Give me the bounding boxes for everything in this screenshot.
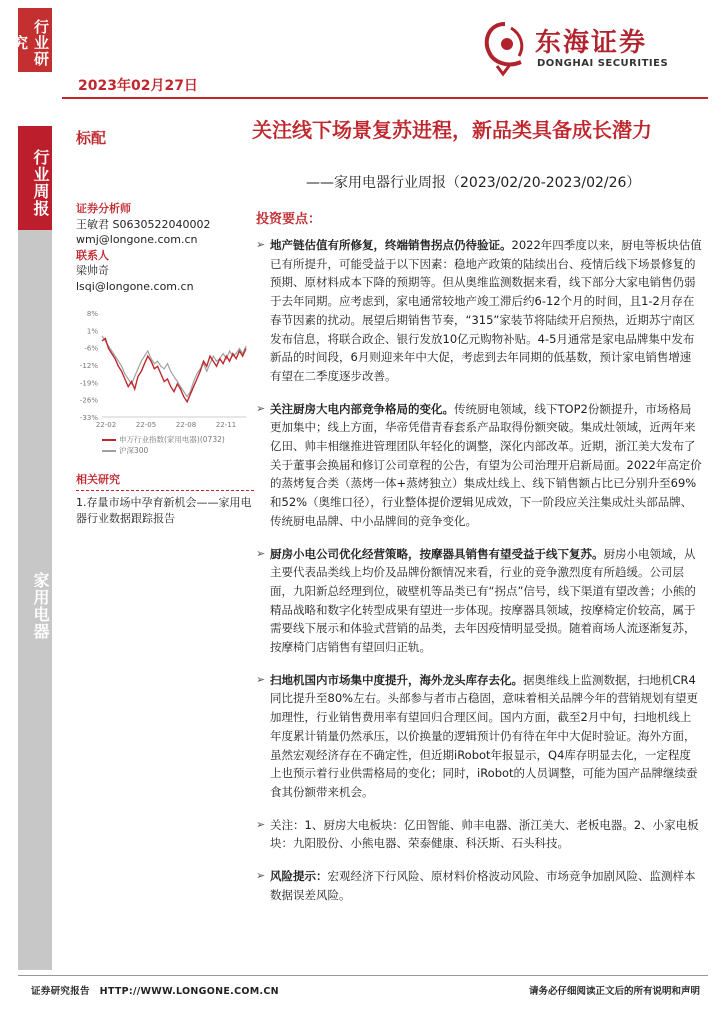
x-tick-label: 22-05 xyxy=(135,421,157,429)
bullet-arrow-icon: ➢ xyxy=(256,869,266,883)
bullet-arrow-icon: ➢ xyxy=(256,546,266,560)
y-tick-label: -12% xyxy=(79,362,98,370)
bullet-lead: 厨房小电公司优化经营策略，按摩器具销售有望受益于线下复苏。 xyxy=(270,546,604,561)
footer-divider xyxy=(18,975,708,976)
logo-mark-icon xyxy=(477,18,533,78)
bullet-lead: 风险提示： xyxy=(270,869,328,884)
report-date: 2023年02月27日 xyxy=(78,78,198,94)
sidebar-tab-home-appliance: 家用电器 xyxy=(18,230,52,970)
legend-item-hs300 xyxy=(102,445,225,456)
y-tick-label: -33% xyxy=(79,414,98,422)
analyst-email[interactable]: wmj@longone.com.cn xyxy=(76,233,198,246)
related-divider xyxy=(76,490,254,491)
bullet-text: 2022年四季度以来，厨电等板块估值已有所提升，可能受益于以下因素：稳地产政策的陆续出台、疫情后线下场景修复的预期、原材料成本下降的预期等。但从奥维监测数据来看，线下部分大家电销售仍弱于去年同期。应考虑到，家电通常较地产竣工滞后约6-12个月的时间，且1-2月存在春节因素的扰动。展望后期销售节奏，“315”家装节将陆续开启预热，近期苏宁南区发布信息，将联合政企、银行发放10亿元购物补贴。4-5月通常是家电品牌集中发布新品的时间段，6月则迎来年中大促，考虑到去年同期的低基数，预计家电销售增速有望在二季度逐步改善。 xyxy=(270,238,702,383)
contact-name: 梁帅奇 xyxy=(76,264,109,277)
analyst-name: 王敏君 S0630522040002 xyxy=(76,217,211,231)
bullet-item xyxy=(256,671,702,802)
sidebar-tab-industry-weekly: 行业周报 xyxy=(18,126,52,230)
bullet-lead: 地产链估值有所修复，终端销售拐点仍待验证。 xyxy=(270,238,512,252)
logo-english-name: DONGHAI SECURITIES xyxy=(537,58,669,69)
series-line-hs300 xyxy=(102,336,246,397)
bullet-arrow-icon: ➢ xyxy=(256,672,266,686)
bullet-item xyxy=(256,236,702,386)
investment-points-title: 投资要点： xyxy=(256,212,322,227)
footer-website[interactable]: 证券研究报告 HTTP://WWW.LONGONE.COM.CN xyxy=(31,986,279,997)
legend-swatch-sw xyxy=(102,439,116,441)
legend-swatch-hs300 xyxy=(102,450,116,452)
index-performance-chart xyxy=(76,305,254,455)
bullet-arrow-icon: ➢ xyxy=(256,817,266,831)
company-logo xyxy=(477,18,707,80)
x-tick-label: 22-08 xyxy=(175,421,197,429)
legend-label-hs300: 沪深300 xyxy=(119,446,149,455)
investment-points-list xyxy=(256,236,702,919)
contact-label: 联系人 xyxy=(76,248,109,262)
bullet-item xyxy=(256,400,702,531)
logo-chinese-name: 东海证券 xyxy=(535,28,648,58)
legend-label-sw: 申万行业指数(家用电器)(0732) xyxy=(119,435,225,444)
legend-item-sw xyxy=(102,434,225,445)
related-research-item[interactable]: 1.存量市场中孕育新机会——家用电器行业数据跟踪报告 xyxy=(76,496,252,525)
footer-disclaimer: 请务必仔细阅读正文后的所有说明和声明 xyxy=(528,986,700,997)
y-tick-label: -19% xyxy=(79,379,98,388)
y-tick-label: -6% xyxy=(84,344,98,353)
bullet-text: 厨房小电领域，从主要代表品类线上均价及品牌份额情况来看，行业的竞争激烈度有所趋缓。公司层面，九阳新总经理到位，破壁机等品类已有“拐点”信号，线下渠道有望改善；小熊的精品战略和数字化转型成果有望进一步体现。按摩器具领域，按摩椅定价较高，属于需要线下展示和体验式营销的品类，去年因疫情明显受损。随着商场人流逐渐复苏，按摩椅门店销售有望回归正轨。 xyxy=(270,546,696,655)
x-tick-label: 22-02 xyxy=(95,421,117,429)
report-title: 关注线下场景复苏进程，新品类具备成长潜力 xyxy=(252,118,652,142)
bullet-text: 宏观经济下行风险、原材料价格波动风险、市场竞争加剧风险、监测样本数据误差风险。 xyxy=(270,869,696,902)
chart-svg xyxy=(76,305,254,433)
bullet-lead: 关注厨房大电内部竞争格局的变化。 xyxy=(270,401,454,416)
y-tick-label: -26% xyxy=(79,396,98,405)
y-tick-label: 1% xyxy=(86,327,98,336)
bullet-item xyxy=(256,545,702,657)
bullet-text: 传统厨电领域，线下TOP2份额提升，市场格局更加集中；线上方面，华帝凭借青春套系产品取得份额突破。集成灶领域，近两年来亿田、帅丰相继推进管理团队年轻化的调整，深化内部改革。近期，浙江美大发布了关于董事会换届和修订公司章程的公告，有望为公司治理开启新局面。2022年高定价的蒸烤复合类（蒸烤一体+蒸烤独立）集成灶线上、线下销售额占比已分别升至69%和52%（奥维口径），行业整体提价逻辑见成效，下一阶段应关注集成灶头部品牌、传统厨电品牌、中小品牌间的竞争变化。 xyxy=(270,401,702,528)
bullet-text: 关注：1、厨房大电板块：亿田智能、帅丰电器、浙江美大、老板电器。2、小家电板块：九阳股份、小熊电器、荣泰健康、科沃斯、石头科技。 xyxy=(270,817,699,851)
analyst-info xyxy=(76,201,254,294)
x-tick-label: 22-11 xyxy=(215,421,237,429)
bullet-arrow-icon: ➢ xyxy=(256,238,266,251)
bullet-text: 据奥维线上监测数据，扫地机CR4同比提升至80%左右。头部参与者市占稳固，意味着相关品牌今年的营销规划有望更加理性，行业销售费用率有望回归合理区间。国内方面，截至2月中旬，扫地机线上年度累计销量仍然承压，以价换量的逻辑预计仍有待在年中大促时验证。海外方面，虽然宏观经济存在不确定性，但近期iRobot年报显示，Q4库存明显去化，一定程度上也预示着行业供需格局的变化；同时，iRobot的人员调整，可能为国产品牌继续蚕食其份额带来机会。 xyxy=(270,672,699,799)
y-tick-label: 8% xyxy=(86,310,98,318)
bullet-lead: 扫地机国内市场集中度提升，海外龙头库存去化。 xyxy=(270,672,523,687)
chart-legend xyxy=(102,434,225,456)
bullet-item xyxy=(256,816,702,853)
sidebar-tab-industry-research: 行业研究 xyxy=(18,8,52,72)
bullet-arrow-icon: ➢ xyxy=(256,401,266,415)
report-subtitle: ——家用电器行业周报（2023/02/20-2023/02/26） xyxy=(306,175,641,191)
related-research xyxy=(76,472,254,527)
header-divider xyxy=(62,97,708,99)
related-research-label: 相关研究 xyxy=(76,473,120,486)
industry-rating: 标配 xyxy=(76,129,107,147)
bullet-item xyxy=(256,867,702,904)
contact-email[interactable]: lsqi@longone.com.cn xyxy=(76,279,194,293)
analyst-label: 证券分析师 xyxy=(76,202,131,215)
